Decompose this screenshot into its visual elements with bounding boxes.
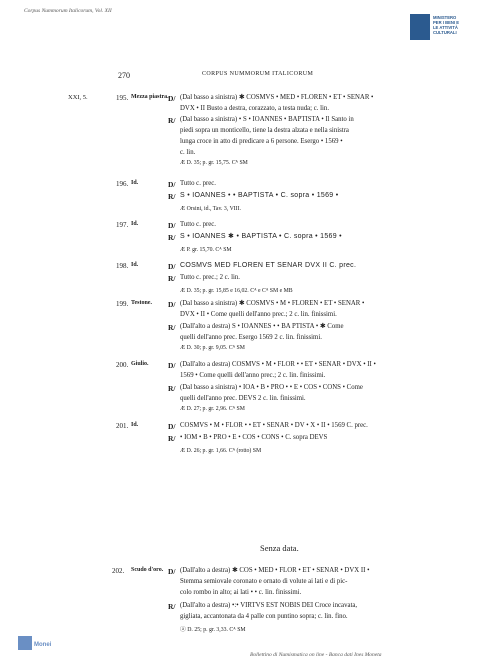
obverse-description: (Dall'alto a destra) COSMVS • M • FLOR • • ET • SENAR • DVX • II • 1569 • Come quelli dell'anno prec.; 2 c. lin. finissimi. xyxy=(180,361,376,379)
reverse-mark: R/ xyxy=(168,602,176,611)
plate-reference: XXI, 5. xyxy=(68,94,88,101)
footer-source: Bollettino di Numismatica on line - Banca dati Ines Moneta xyxy=(250,652,382,658)
entry-number: 197. xyxy=(116,221,129,229)
entry-number: 202. xyxy=(112,567,125,575)
ministry-logo xyxy=(410,14,468,48)
obverse-mark: D/ xyxy=(168,262,176,271)
obverse-mark: D/ xyxy=(168,221,176,230)
reverse-mark: R/ xyxy=(168,384,176,393)
reverse-mark: R/ xyxy=(168,434,176,443)
page-number: 270 xyxy=(118,71,130,80)
coin-type: Scudo d'oro. xyxy=(131,567,164,573)
reverse-description: S • IOANNES ✱ • BAPTISTA • C. sopra • 1569 • xyxy=(180,233,342,240)
entry-number: 195. xyxy=(116,94,129,102)
obverse-description: Tutto c. prec. xyxy=(180,180,216,187)
reverse-mark: R/ xyxy=(168,274,176,283)
specimen-data: Æ D. 35; p. gr. 15,85 e 16,02. Cᴬ e Cᴬ SM e MB xyxy=(180,288,293,294)
specimen-data: Æ D. 26; p. gr. 1,66. Cᴬ (rotto) SM xyxy=(180,448,262,454)
obverse-description: (Dall'alto a destra) ✱ COS • MED • FLOR • ET • SENAR • DVX II • Stemma semiovale coronato e ornato di volute ai lati e di pic- colo rombo in alto; ai lati • • c. lin. finissimi. xyxy=(180,567,370,596)
obverse-description: Tutto c. prec. xyxy=(180,221,216,228)
specimen-data: Æ Orsini, id., Tav. 3, VIII. xyxy=(180,206,241,212)
entry-number: 200. xyxy=(116,361,129,369)
reverse-mark: R/ xyxy=(168,323,176,332)
reverse-description: (Dall'alto a destra) S • IOANNES • • BA PTISTA • ✱ Come quelli dell'anno prec. Esergo 1569 2 c. lin. finissimi. xyxy=(180,323,344,341)
obverse-mark: D/ xyxy=(168,300,176,309)
monei-emblem-icon xyxy=(18,636,32,650)
reverse-description: (Dall'alto a destra) •:• VIRTVS EST NOBIS DEI Croce incavata, gigliata, accantonata da 4 palle con puntino sopra; c. lin. fino. xyxy=(180,602,358,620)
specimen-data: Æ D. 35; p. gr. 15,75. Cᴬ SM xyxy=(180,160,248,166)
reverse-description: (Dal basso a sinistra) • S • IOANNES • BAPTISTA • Il Santo in piedi sopra un monticello, tiene la destra alzata e nella sinistra lunga croce in atto di predicare a 6 persone. Esergo • 1569 • c. lin. xyxy=(180,116,354,156)
obverse-mark: D/ xyxy=(168,361,176,370)
entry-number: 198. xyxy=(116,262,129,270)
obverse-description: (Dal basso a sinistra) ✱ COSMVS • MED • FLOREN • ET • SENAR • DVX • II Busto a destra, corazzato, a testa nuda; c. lin. xyxy=(180,94,374,112)
reverse-mark: R/ xyxy=(168,233,176,242)
coin-type: Id. xyxy=(131,262,139,268)
obverse-mark: D/ xyxy=(168,567,176,576)
coin-type: Mezza piastra. xyxy=(131,94,169,100)
ministry-logo-text: MINISTERO PER I BENI E LE ATTIVITÀ CULTURALI xyxy=(433,15,460,35)
reverse-description: • IOM • B • PRO • E • COS • CONS • C. sopra DEVS xyxy=(180,434,328,441)
running-title: CORPUS NUMMORUM ITALICORUM xyxy=(202,71,314,77)
obverse-mark: D/ xyxy=(168,94,176,103)
coin-type: Id. xyxy=(131,422,139,428)
reverse-mark: R/ xyxy=(168,192,176,201)
specimen-data: ⓐ D. 25; p. gr. 3,33. Cᴬ SM xyxy=(180,627,246,633)
specimen-data: Æ P. gr. 15,70. Cᴬ SM xyxy=(180,247,232,253)
reverse-description: Tutto c. prec.; 2 c. lin. xyxy=(180,274,240,281)
entry-number: 199. xyxy=(116,300,129,308)
coin-type: Testone. xyxy=(131,300,152,306)
coin-type: Id. xyxy=(131,221,139,227)
coin-type: Id. xyxy=(131,180,139,186)
monei-logo xyxy=(18,636,52,654)
obverse-mark: D/ xyxy=(168,422,176,431)
reverse-description: (Dal basso a sinistra) • IOA • B • PRO • • E • COS • CONS • Come quelli dell'anno prec. DEVS 2 c. lin. finissimi. xyxy=(180,384,363,402)
obverse-description: COSMVS MED FLOREN ET SENAR DVX II C. prec. xyxy=(180,262,357,269)
coin-type: Giulio. xyxy=(131,361,149,367)
obverse-description: (Dal basso a sinistra) ✱ COSMVS • M • FLOREN • ET • SENAR • DVX • II • Come quelli dell'anno prec.; 2 c. lin. finissimi. xyxy=(180,300,365,318)
reverse-mark: R/ xyxy=(168,116,176,125)
entry-number: 196. xyxy=(116,180,129,188)
obverse-description: COSMVS • M • FLOR • • ET • SENAR • DV • X • II • 1569 C. prec. xyxy=(180,422,368,429)
journal-header: Corpus Nummorum Italicorum, Vol. XII xyxy=(24,8,112,14)
reverse-description: S • IOANNES • • BAPTISTA • C. sopra • 1569 • xyxy=(180,192,339,199)
specimen-data: Æ D. 27; p. gr. 2,96. Cᴬ SM xyxy=(180,406,245,412)
entry-number: 201. xyxy=(116,422,129,430)
ministry-emblem-icon xyxy=(410,14,430,40)
section-heading: Senza data. xyxy=(260,543,299,553)
specimen-data: Æ D. 30; p. gr. 9,05. Cᴬ SM xyxy=(180,345,245,351)
obverse-mark: D/ xyxy=(168,180,176,189)
monei-logo-text: Monei xyxy=(34,642,52,648)
